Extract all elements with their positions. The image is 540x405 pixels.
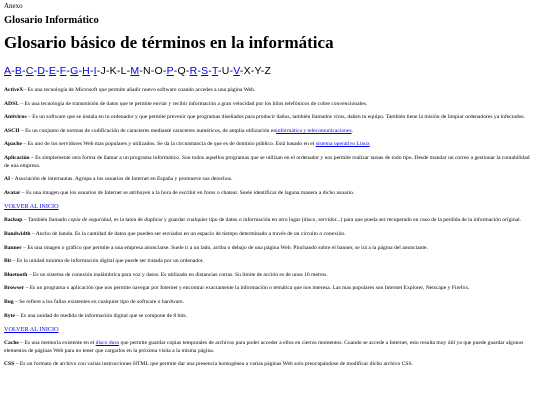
glossary-definition: – Es un programa o aplicación que nos permite navegar por Internet y encontrar exactamente la información o temática que nos interesa. Las mas populares son Internet Explorer, Netscape y Firefox. (24, 285, 470, 292)
alphabet-separator: - (116, 65, 121, 77)
alphabet-separator: - (250, 65, 255, 77)
glossary-entry (4, 128, 536, 136)
glossary-term: Apache (4, 141, 23, 148)
alphabet-letter-q: Q (177, 65, 186, 77)
glossary-definition-after: . (351, 127, 354, 134)
inline-link[interactable]: disco duro (95, 340, 120, 347)
alphabet-letter-o: O (154, 65, 163, 77)
glossary-term: ADSL (4, 100, 19, 107)
inline-link[interactable]: sistema operativo Linux (315, 141, 370, 148)
glossary-entry (4, 87, 536, 95)
alphabet-letter-z: Z (264, 65, 272, 77)
alphabet-link-r[interactable]: R (189, 65, 198, 77)
glossary-definition: – Es simplemente otra forma de llamar a un programa informático. Son todos aquellos programas que se utilizan en el ordenador y nos permite realizar tareas de todo tipo. Desde mandar un correo a gestionar la contabilidad de una empresa. (4, 154, 530, 169)
alphabet-separator: - (126, 65, 131, 77)
glossary-term: Byte (4, 312, 15, 319)
alphabet-letter-j: J (100, 65, 106, 77)
alphabet-separator: - (66, 65, 71, 77)
glossary-entry (4, 258, 536, 266)
glossary-definition: – Es una memoria existente en el (18, 340, 96, 347)
glossary-definition: – Es una tecnología de Microsoft que permite añadir nuevo software cuando accedes a una página Web. (23, 87, 256, 93)
alphabet-link-b[interactable]: B (14, 65, 23, 77)
glossary-term: CSS (4, 361, 15, 368)
alphabet-separator: - (162, 65, 167, 77)
alphabet-letter-k: K (109, 65, 117, 77)
alphabet-separator: - (89, 65, 94, 77)
glossary-definition: – Es un software que se instala en tu ordenador y que permite prevenir que programas diseñados para producir daños, también llamados virus, dañen tu equipo. También tiene la misión de limpiar ordenadores ya infectados. (26, 114, 525, 121)
glossary-term: Cache (4, 340, 19, 347)
glossary-definition: – Es una unidad de medida de información digital que se compone de 8 bits. (14, 312, 187, 319)
page-title: Glosario básico de términos en la informática (4, 33, 334, 52)
glossary-term: Banner (4, 244, 22, 251)
section-b (4, 217, 536, 320)
glossary-term: Bug (4, 298, 14, 305)
alphabet-link-g[interactable]: G (70, 65, 79, 77)
glossary-term: Antivirus (4, 114, 27, 121)
glossary-term: ASCII (4, 127, 20, 134)
alphabet-separator: - (197, 65, 202, 77)
alphabet-link-p[interactable]: P (166, 65, 174, 77)
glossary-entry (4, 155, 536, 170)
glossary-entry (4, 299, 536, 307)
alphabet-separator: - (105, 65, 110, 77)
glossary-definition: – Es una imagen o gráfico que permite a una empresa anunciarse. Suele ir a un lado, arriba o debajo de una página Web. Pinchando sobre el banner, se irá a la página del anunciante. (21, 244, 428, 251)
alphabet-link-e[interactable]: E (48, 65, 57, 77)
alphabet-separator: - (229, 65, 234, 77)
alphabet-separator: - (33, 65, 38, 77)
alphabet-letter-l: L (120, 65, 127, 77)
glossary-term: Bandwidth (4, 230, 31, 237)
alphabet-separator: - (96, 65, 101, 77)
alphabet-separator: - (45, 65, 49, 77)
alphabet-separator: - (150, 65, 155, 77)
glossary-definition: – Es un formato de archivo con varias instrucciones HTML que permite dar una presencia homogénea a varias páginas Web solo preocupándose de modificar dicho archivo CSS. (14, 361, 414, 368)
alphabet-letter-x: X (243, 65, 251, 77)
back-to-top-link[interactable]: VOLVER AL INICIO (4, 326, 59, 334)
glossary-definition-rest: , es la tarea de duplicar y guardar cualquier tipo de datos o información en otro lugar (disco, servidor...) para que pueda ser recuperado en caso de la perdida de la información original. (111, 217, 522, 224)
glossary-definition: – Es la unidad mínima de información digital que puede ser tratada por un ordenador. (11, 258, 204, 265)
glossary-term: AI (4, 176, 11, 183)
section-a (4, 87, 536, 197)
section-c (4, 340, 536, 369)
glossary-definition: – Es un sistema de conexión inalámbrica para voz y datos. Es utilizado en distancias cortas. Su límite de acción es de unos 10 metros. (27, 271, 328, 278)
alphabet-separator: - (185, 65, 190, 77)
glossary-definition: – También llamado (22, 217, 69, 224)
alphabet-letter-n: N (142, 65, 151, 77)
glossary-definition: – Es uno de los servidores Web mas populares y utilizados. Se da la circunstancia de que es de dominio público. Está basado en el (22, 141, 316, 148)
alphabet-link-v[interactable]: V (233, 65, 240, 77)
glossary-definition: - Asociación de internautas. Agrupa a los usuarios de Internet en España y promueve sus derechos. (10, 176, 233, 183)
glossary-entry (4, 272, 536, 280)
alphabet-link-a[interactable]: A (4, 65, 12, 77)
alphabet-separator: - (22, 65, 26, 77)
alphabet-separator: - (11, 65, 15, 77)
glossary-entry (4, 190, 536, 198)
alphabet-separator: - (139, 65, 143, 77)
glossary-entry (4, 231, 536, 239)
glossary-term: Bit (4, 258, 12, 265)
alphabet-letter-y: Y (254, 65, 261, 77)
glossary-definition: – Ancho de banda. Es la cantidad de datos que pueden ser enviados en un espacio de tiempo determinado a través de un circuito o conexión. (30, 230, 346, 237)
alphabet-separator: - (260, 65, 265, 77)
glossary-term: ActiveX (4, 87, 24, 93)
alphabet-link-i[interactable]: I (93, 65, 97, 77)
alphabet-separator: - (173, 65, 178, 77)
alphabet-separator: - (218, 65, 222, 77)
glossary-definition: – Es una imagen que los usuarios de Internet se atribuyen a la hora de escribir en foros o chatear. Suele identificar de laguna manera a dicho usuario. (20, 189, 355, 196)
alphabet-link-c[interactable]: C (25, 65, 34, 77)
glossary-entry (4, 101, 536, 109)
glossary-italic-term: copia de seguridad (68, 217, 112, 224)
alphabet-link-d[interactable]: D (37, 65, 46, 77)
glossary-definition-after: que permite guardar copias temporales de archivos para poder acceder a ellos en ciertos momentos. Cuando se accede a Internet, esto resulta muy útil ya que puede guardar algunos elementos de páginas Web para no tener que cargarlos en la próxima visita a la misma página. (4, 340, 524, 354)
glossary-term: Aplicación (4, 154, 30, 161)
glossary-entry (4, 114, 536, 122)
alphabet-letter-u: U (221, 65, 230, 77)
alphabet-link-f[interactable]: F (59, 65, 67, 77)
glossary-term: Backup (4, 217, 23, 224)
inline-link[interactable]: informática y telecomunicaciones (276, 127, 352, 134)
alphabet-index (4, 65, 536, 77)
glossary-entry (4, 217, 536, 225)
glossary-entry (4, 245, 536, 253)
page-subtitle: Glosario Informático (4, 15, 99, 26)
glossary-entry (4, 313, 536, 321)
glossary-entry (4, 285, 536, 293)
alphabet-separator: - (208, 65, 212, 77)
alphabet-separator: - (78, 65, 83, 77)
back-to-top-link[interactable]: VOLVER AL INICIO (4, 203, 59, 211)
glossary-definition: – Se refiere a los fallos existentes en cualquier tipo de software o hardware. (13, 298, 185, 305)
annex-label: Anexo (4, 2, 23, 10)
glossary-definition: – Es un conjunto de normas de codificación de caracteres mediante caracteres numéricos, de amplia utilización en (19, 127, 277, 134)
alphabet-link-t[interactable]: T (211, 65, 219, 77)
glossary-term: Bluetooth (4, 271, 28, 278)
glossary-entry (4, 340, 536, 355)
alphabet-link-s[interactable]: S (201, 65, 209, 77)
glossary-entry (4, 141, 536, 149)
glossary-term: Avatar (4, 189, 21, 196)
alphabet-separator: - (239, 65, 244, 77)
glossary-entry (4, 176, 536, 184)
alphabet-link-m[interactable]: M (130, 65, 140, 77)
alphabet-separator: - (56, 65, 60, 77)
glossary-entry (4, 361, 536, 369)
glossary-term: Browser (4, 285, 25, 292)
glossary-definition: – Es una tecnología de transmisión de datos que te permite enviar y recibir información a gran velocidad por los hilos telefónicos de cobre convencionales. (18, 100, 368, 107)
alphabet-link-h[interactable]: H (82, 65, 90, 77)
